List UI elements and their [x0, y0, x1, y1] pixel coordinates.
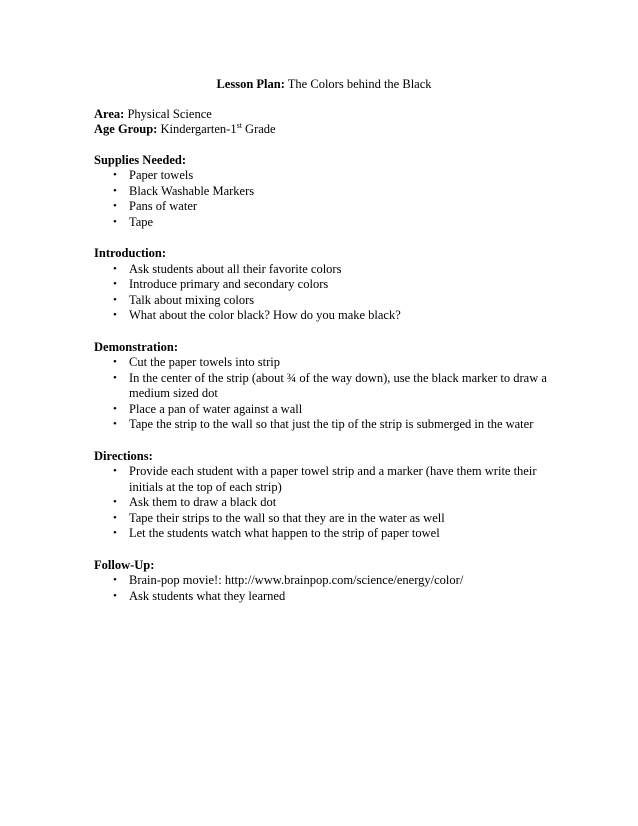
bullet-list — [94, 262, 554, 324]
section-heading: Introduction: — [94, 246, 167, 260]
section-demonstration — [94, 340, 554, 433]
bullet-icon: • — [113, 418, 117, 430]
bullet-list — [94, 168, 554, 230]
lesson-plan-page — [94, 77, 554, 620]
bullet-icon: • — [113, 527, 117, 539]
bullet-icon: • — [113, 511, 117, 524]
area-label: Area: — [94, 106, 125, 121]
list-item — [94, 495, 554, 511]
bullet-icon: • — [113, 169, 117, 181]
bullet-icon: • — [113, 574, 117, 586]
list-item-text: Cut the paper towels into strip — [129, 355, 281, 369]
list-item — [94, 215, 554, 231]
title-text: The Colors behind the Black — [287, 77, 432, 91]
bullet-icon: • — [113, 465, 117, 477]
age-group-superscript: st — [236, 120, 242, 130]
bullet-icon: • — [113, 309, 117, 321]
bullet-icon: • — [113, 589, 117, 602]
section-heading: Directions: — [94, 448, 153, 463]
list-item — [94, 262, 554, 278]
list-item — [94, 371, 554, 402]
list-item-text: Let the students watch what happen to the strip of paper towel — [129, 526, 440, 540]
list-item-text: Provide each student with a paper towel strip and a marker (have them write their initials at the top of each strip) — [129, 464, 537, 494]
list-item-text: Tape the strip to the wall so that just the tip of the strip is submerged in the water — [129, 417, 534, 431]
list-item — [94, 277, 554, 293]
lesson-meta — [94, 107, 554, 138]
bullet-list — [94, 464, 554, 542]
list-item — [94, 464, 554, 495]
lesson-sections — [94, 153, 554, 605]
list-item — [94, 589, 554, 605]
list-item — [94, 199, 554, 215]
area-line — [94, 107, 554, 123]
list-item-text: In the center of the strip (about ¾ of the way down), use the black marker to draw a medium sized dot — [129, 370, 547, 400]
list-item-text: Pans of water — [129, 199, 198, 213]
section-follow-up — [94, 558, 554, 605]
age-group-line — [94, 122, 554, 138]
list-item — [94, 511, 554, 527]
list-item — [94, 417, 554, 433]
list-item — [94, 308, 554, 324]
list-item-text: Ask students about all their favorite colors — [129, 261, 342, 276]
list-item-text: Place a pan of water against a wall — [129, 401, 303, 416]
list-item-text: Ask them to draw a black dot — [129, 495, 277, 509]
bullet-icon: • — [113, 200, 117, 212]
list-item — [94, 402, 554, 418]
list-item — [94, 168, 554, 184]
section-supplies-needed — [94, 153, 554, 231]
list-item — [94, 184, 554, 200]
age-group-label: Age Group: — [94, 122, 158, 136]
bullet-icon: • — [113, 278, 117, 290]
list-item-text: Introduce primary and secondary colors — [129, 277, 329, 291]
section-directions — [94, 449, 554, 542]
bullet-icon: • — [113, 215, 117, 228]
bullet-icon: • — [113, 262, 117, 275]
bullet-icon: • — [113, 184, 117, 197]
section-heading: Supplies Needed: — [94, 152, 187, 167]
list-item-text: Tape their strips to the wall so that they are in the water as well — [129, 510, 445, 525]
bullet-list — [94, 355, 554, 433]
age-group-grade: Grade — [245, 122, 276, 136]
list-item-text: Paper towels — [129, 168, 194, 182]
bullet-icon: • — [113, 356, 117, 368]
age-group-value: Kindergarten-1 — [160, 122, 237, 136]
title-label: Lesson Plan: — [216, 77, 285, 91]
list-item-text: Tape — [129, 214, 154, 229]
list-item — [94, 355, 554, 371]
area-value: Physical Science — [127, 106, 212, 121]
list-item — [94, 526, 554, 542]
bullet-icon: • — [113, 496, 117, 508]
list-item — [94, 293, 554, 309]
list-item-text: Black Washable Markers — [129, 183, 255, 198]
bullet-icon: • — [113, 371, 117, 384]
bullet-icon: • — [113, 402, 117, 415]
page-title — [94, 77, 554, 93]
list-item-text: What about the color black? How do you make black? — [129, 308, 401, 322]
section-introduction — [94, 246, 554, 324]
list-item-text: Brain-pop movie!: http://www.brainpop.com/science/energy/color/ — [129, 573, 464, 587]
list-item-text: Ask students what they learned — [129, 588, 286, 603]
section-heading: Demonstration: — [94, 339, 179, 354]
bullet-icon: • — [113, 293, 117, 306]
bullet-list — [94, 573, 554, 604]
list-item — [94, 573, 554, 589]
section-heading: Follow-Up: — [94, 557, 155, 572]
list-item-text: Talk about mixing colors — [129, 292, 255, 307]
